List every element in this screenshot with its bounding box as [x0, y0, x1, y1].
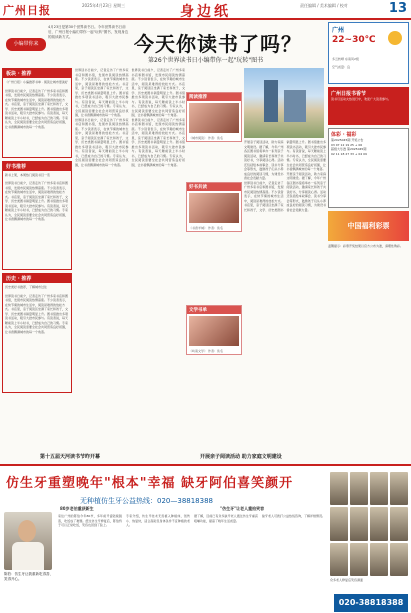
- right-sidebar: [328, 22, 409, 452]
- newspaper-logo: 广州日报: [3, 4, 51, 17]
- patient-photo: [330, 472, 348, 505]
- left-section-body: 世界读书日前夕，记者走访了广州多家书店和图书馆，发现市民阅读热情高涨。不少读者表示，在快节奏的城市生活中，阅读是难得的放松方式。书店里，亲子阅读区坐满了家长和孩子，文学、历史类图书销量明显上升。图书馆推出多项读书活动，吸引大批市民参与。有读者说，每天睡前读上半小时书，已经成为自己的习惯。专家认为，全民阅读需要全社会共同营造良好氛围，让书香飘满城市的每一个角落。: [5, 88, 69, 129]
- column-badge: 小编带你来: [6, 38, 46, 51]
- left-column: [2, 68, 72, 453]
- weather-box: [328, 22, 409, 84]
- left-section-text: 历史类好书推荐，了解城市过往: [5, 285, 48, 289]
- left-section-title: 板块 · 推荐: [3, 69, 71, 78]
- hero-intro: 4月23日是第30个世界读书日。今年世界读书日前后，广州日报小编们带你一起"玩转"图书，发现身边的阅读新方式。: [48, 25, 129, 39]
- left-section-title: 历史 · 推荐: [3, 274, 71, 283]
- library-photo: [244, 68, 324, 138]
- lottery-row: 超级大乐透 第2025045期: [331, 147, 367, 151]
- patient-photo: [370, 543, 388, 576]
- patient-photo: [370, 472, 388, 505]
- ad-column: 家住广州的陈伯今年80岁，多年前牙齿陆续脱落，吃饭成了难题。经过仿生牙修复后，陈伯终于可以正常吃饭，笑容也回到了脸上。: [58, 514, 122, 527]
- weather-city: 广州: [332, 27, 345, 34]
- book-box-text: 《岭南文学》 作者：佚名: [189, 349, 223, 353]
- bottom-headlines: [0, 453, 325, 461]
- left-section-body: 世界读书日前夕，记者走访了广州多家书店和图书馆，发现市民阅读热情高涨。不少读者表示，在快节奏的城市生活中，阅读是难得的放松方式。书店里，亲子阅读区坐满了家长和孩子，文学、历史类图书销量明显上升。图书馆推出多项读书活动，吸引大批市民参与。有读者说，每天睡前读上半小时书，已经成为自己的习惯。专家认为，全民阅读需要全社会共同营造良好氛围，让书香飘满城市的每一个角落。: [5, 293, 69, 334]
- ad-hotline-text: 无种植仿生牙公益热线：020—38818388: [80, 497, 213, 505]
- patient-photo-grid: [330, 472, 408, 576]
- photo-caption: 陈伯：仿生牙让我重新吃得香、笑得开心。: [4, 572, 53, 581]
- left-section: [2, 161, 72, 271]
- weather-temp: 22~30℃: [332, 35, 376, 45]
- page-number: 13: [388, 1, 407, 16]
- book-box-text: 《书香羊城》 作者：佚名: [189, 226, 223, 230]
- ad-column: 专家介绍，仿生牙技术无需植入种植体，创伤小、恢复快，适合高龄及身体条件不宜种植的老人。: [126, 514, 190, 527]
- book-recommendation-box: [186, 182, 242, 232]
- lottery-title: 体彩 · 福彩: [331, 132, 357, 138]
- hero-banner: [0, 22, 318, 66]
- book-recommendation-box: [186, 305, 242, 355]
- weather-line: 空气质量：良: [332, 65, 351, 69]
- ad-subheading: "仿生牙"让老人重拾笑容: [220, 506, 265, 511]
- hotline-phone: 020-38818388: [334, 594, 408, 612]
- lottery-banner: 中国福利彩票: [328, 211, 409, 241]
- article-paragraph: 开展亲子阅读活动，助力家庭文明建设。据了解，今年广州各区图书馆将举办一系列亲子阅读活动，邀请家长和孩子共读好书，分享阅读心得。活动还包括绘本故事会、读书分享会等形式，鼓励孩子们从小养成良好的阅读习惯，为建设书香社会贡献力量。: [244, 140, 284, 180]
- left-section: [2, 273, 72, 393]
- book-box-title: 好书共读: [187, 183, 241, 191]
- weather-line: 多云转晴 东南风2级: [332, 57, 359, 61]
- book-box-text: 《城市阅读》 作者：佚名: [189, 136, 223, 140]
- main-subhead: 第26个世界读书日小编带你一起"玩转"图书: [148, 57, 264, 64]
- grid-caption: 众多老人修复后笑容满面: [330, 578, 364, 582]
- left-section-body: 世界读书日前夕，记者走访了广州多家书店和图书馆，发现市民阅读热情高涨。不少读者表示，在快节奏的城市生活中，阅读是难得的放松方式。书店里，亲子阅读区坐满了家长和孩子，文学、历史类图书销量明显上升。图书馆推出多项读书活动，吸引大批市民参与。有读者说，每天睡前读上半小时书，已经成为自己的习惯。专家认为，全民阅读需要全社会共同营造良好氛围，让书香飘满城市的每一个角落。: [5, 181, 69, 221]
- body-shape: [12, 542, 44, 570]
- patient-photo: [350, 507, 368, 540]
- patient-photo: [390, 507, 408, 540]
- lottery-row: 03 07 12 19 25 + 06: [331, 142, 363, 147]
- lottery-row: 02 11 18 27 33 + 04 09: [331, 151, 367, 156]
- book-cover-image: [189, 103, 239, 133]
- promo-text: 读书月活动火热进行中，欢迎广大读者参与。: [331, 97, 392, 101]
- patient-photo: [330, 543, 348, 576]
- bottom-headline: 第十五届天河读书节昨开幕: [40, 454, 101, 460]
- book-cover-image: [189, 316, 239, 346]
- elderly-man-photo: [4, 512, 52, 570]
- lottery-row: 第2025045期 开奖公告: [331, 138, 364, 142]
- book-cover-image: [189, 193, 239, 223]
- main-article-text: [75, 68, 185, 443]
- sun-icon: [388, 31, 402, 45]
- article-paragraph: 世界读书日前夕，记者走访了广州多家书店和图书馆，发现市民阅读热情高涨。不少读者表示，在快节奏的城市生活中，阅读是难得的放松方式。书店里，亲子阅读区坐满了家长和孩子，文学、历史类图书销量明显上升。图书馆推出多项读书活动，吸引大批市民参与。有读者说，每天睡前读上半小时书，已经成为自己的习惯。专家认为，全民阅读需要全社会共同营造良好氛围，让书香飘满城市的每一个角落。: [131, 117, 185, 167]
- article-paragraph: 世界读书日前夕，记者走访了广州多家书店和图书馆，发现市民阅读热情高涨。不少读者表示，在快节奏的城市生活中，阅读是难得的放松方式。书店里，亲子阅读区坐满了家长和孩子，文学、历史类图书销量明显上升。图书馆推出多项读书活动，吸引大批市民参与。有读者说，每天睡前读上半小时书，已经成为自己的习惯。专家认为，全民阅读需要全社会共同营造良好氛围，让书香飘满城市的每一个角落。: [131, 68, 185, 117]
- left-section-title: 好书推荐: [3, 162, 71, 171]
- ad-subheading: 80岁老伯重获新生: [60, 506, 94, 511]
- book-recommendation-box: [186, 92, 242, 142]
- right-article-text: [244, 140, 326, 445]
- patient-photo: [350, 543, 368, 576]
- building-shape: [264, 80, 278, 122]
- building-shape: [284, 90, 306, 122]
- advertisement-section: [0, 464, 411, 613]
- lottery-box: [328, 128, 409, 208]
- left-section-text: 《广州日报》小编推荐书单 · 阅读让城市更美好: [5, 80, 68, 84]
- promo-title: 广州日报书香节: [331, 91, 367, 97]
- section-title: 身边纸: [180, 4, 231, 20]
- article-paragraph: 开展亲子阅读活动，助力家庭文明建设。据了解，今年广州各区图书馆将举办一系列亲子阅读活动，邀请家长和孩子共读好书，分享阅读心得。活动还包括绘本故事会、读书分享会等形式，鼓励孩子们从小养成良好的阅读习惯，为建设书香社会贡献力量。: [286, 171, 326, 212]
- patient-photo: [350, 472, 368, 505]
- article-paragraph: 世界读书日前夕，记者走访了广州多家书店和图书馆，发现市民阅读热情高涨。不少读者表示，在快节奏的城市生活中，阅读是难得的放松方式。书店里，亲子阅读区坐满了家长和孩子，文学、历史类图书销量明显上升。图书馆推出多项读书活动，吸引大批市民参与。有读者说，每天睡前读上半小时书，已经成为自己的习惯。专家认为，全民阅读需要全社会共同营造良好氛围，让书香飘满城市的每一个角落。: [75, 68, 129, 117]
- patient-photo: [330, 507, 348, 540]
- main-headline: 今天你读书了吗？: [134, 32, 302, 56]
- patient-photo: [390, 472, 408, 505]
- article-paragraph: 世界读书日前夕，记者走访了广州多家书店和图书馆，发现市民阅读热情高涨。不少读者表示，在快节奏的城市生活中，阅读是难得的放松方式。书店里，亲子阅读区坐满了家长和孩子，文学、历史类图书销量明显上升。图书馆推出多项读书活动，吸引大批市民参与。有读者说，每天睡前读上半小时书，已经成为自己的习惯。专家认为，全民阅读需要全社会共同营造良好氛围，让书香飘满城市的每一个角落。: [75, 117, 129, 167]
- sidebar-note: 温馨提示：彩票开奖结果以官方公布为准，请理性购彩。: [328, 244, 404, 248]
- patient-photo: [390, 543, 408, 576]
- bottom-headline: 开展亲子阅读活动 助力家庭文明建设: [200, 454, 282, 460]
- editor-credits: 责任编辑 / 美术编辑 / 校对: [300, 3, 348, 8]
- issue-date: 2025年4月23日 星期三: [82, 3, 126, 8]
- face-shape: [18, 520, 36, 542]
- article-paragraph: 世界读书日前夕，记者走访了广州多家书店和图书馆，发现市民阅读热情高涨。不少读者表示，在快节奏的城市生活中，阅读是难得的放松方式。书店里，亲子阅读区坐满了家长和孩子，文学、历史类图书销量明显上升。图书馆推出多项读书活动，吸引大批市民参与。有读者说，每天睡前读上半小时书，已经成为自己的习惯。专家认为，全民阅读需要全社会共同营造良好氛围，让书香飘满城市的每一个角落。: [244, 140, 326, 212]
- promo-box: [328, 87, 409, 125]
- book-box-title: 文学书单: [187, 306, 241, 314]
- book-box-title: 阅读推荐: [187, 93, 241, 101]
- left-section-text: 新书上架，本周热门阅读书目一览: [5, 172, 51, 177]
- ad-column: 缺牙老人可拨打公益热线咨询，了解详细情况。: [262, 514, 326, 518]
- masthead: [0, 0, 411, 20]
- ad-column: 据了解，目前已有众多缺牙老人通过仿生牙重获咀嚼功能，提高了晚年生活质量。: [194, 514, 258, 523]
- left-section: [2, 68, 72, 158]
- ad-headline: 仿生牙重塑晚年"根本"幸福 缺牙阿伯喜笑颜开: [6, 476, 294, 491]
- patient-photo: [370, 507, 388, 540]
